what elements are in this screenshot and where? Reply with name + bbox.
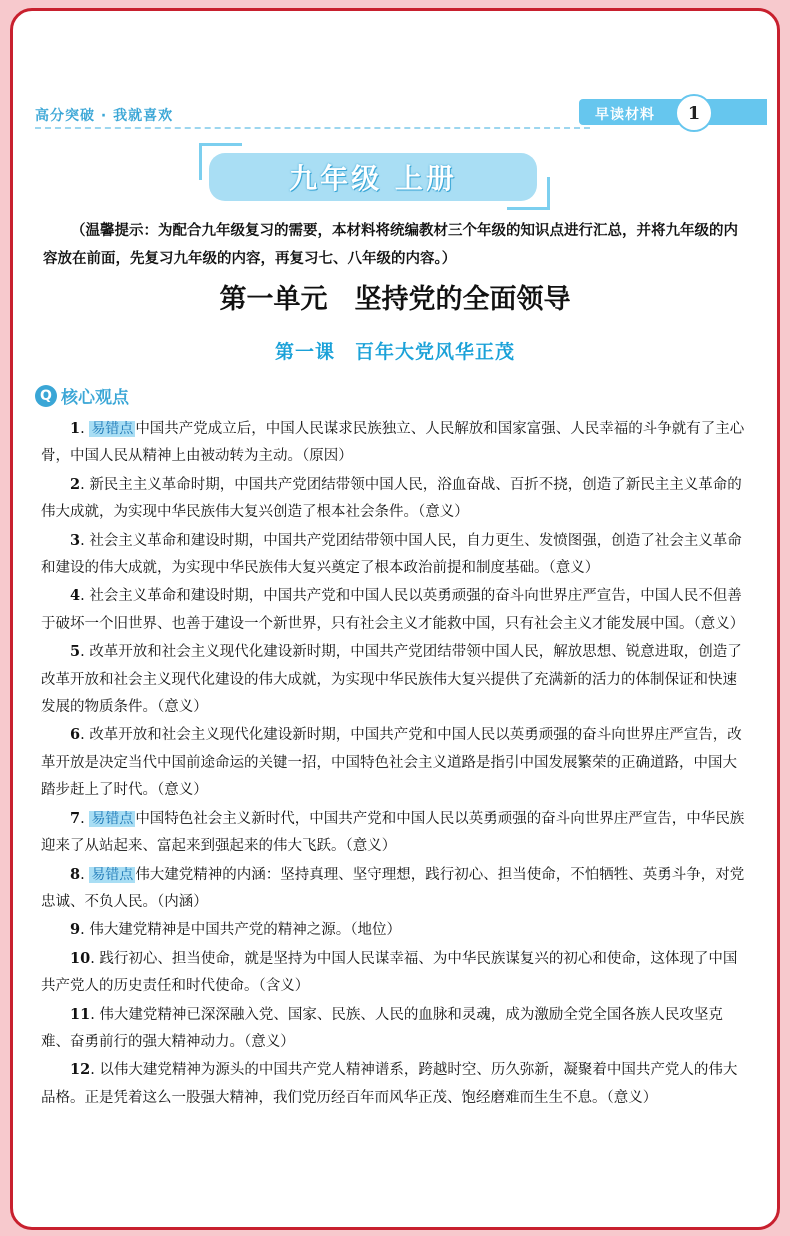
header-divider	[35, 127, 590, 129]
key-point-text: 社会主义革命和建设时期，中国共产党团结带领中国人民，自力更生、发愤图强，创造了社会主义革命和建设的伟大成就，为实现中华民族伟大复兴奠定了根本政治前提和制度基础。（意义）	[41, 532, 742, 577]
grade-title: 九年级 上册	[289, 162, 457, 195]
error-prone-tag: 易错点	[91, 866, 134, 883]
key-point-item: 11. 伟大建党精神已深深融入党、国家、民族、人民的血脉和灵魂，成为激励全党全国各族人民攻坚克难、奋勇前行的强大精神动力。（意义）	[41, 1005, 723, 1050]
key-point-text: 新民主主义革命时期，中国共产党团结带领中国人民，浴血奋战、百折不挠，创造了新民主主义革命的伟大成就，为实现中华民族伟大复兴创造了根本社会条件。（意义）	[41, 476, 742, 521]
key-point-number: 5	[70, 643, 81, 661]
error-prone-tag: 易错点	[91, 421, 134, 437]
page-number: 1	[675, 94, 713, 132]
key-point-item: 12. 以伟大建党精神为源头的中国共产党人精神谱系，跨越时空、历久弥新，凝聚着中国共产党人的伟大品格。正是凭着这么一股强大精神，我们党历经百年而风华正茂、饱经磨难而生生不息。（意义）	[41, 1061, 738, 1106]
key-point-text: 践行初心、担当使命，就是坚持为中国人民谋幸福、为中华民族谋复兴的初心和使命，这体现了中国共产党人的历史责任和时代使命。（含义）	[41, 950, 738, 995]
grade-banner	[209, 153, 537, 201]
key-point-number: 2	[70, 475, 81, 493]
reminder-note: （温馨提示：为配合九年级复习的需要，本材料将统编教材三个年级的知识点进行汇总，并将九年级的内容放在前面，先复习九年级的内容，再复习七、八年级的内容。）	[43, 223, 738, 267]
header-series-title: 高分突破 · 我就喜欢	[35, 108, 174, 124]
key-point-item: 8. 易错点 伟大建党精神的内涵：坚持真理、坚守理想，践行初心、担当使命，不怕牺牲、英勇斗争，对党忠诚、不负人民。（内涵）	[41, 865, 745, 910]
key-point-text: 改革开放和社会主义现代化建设新时期，中国共产党和中国人民以英勇顽强的奋斗向世界庄严宣告，改革开放是决定当代中国前途命运的关键一招，中国特色社会主义道路是指引中国发展繁荣的正确道路，中国大踏步赶上了时代。（意义）	[41, 727, 742, 799]
key-point-number: 8	[70, 865, 81, 883]
key-point-number: 12	[70, 1061, 91, 1079]
error-prone-tag: 易错点	[91, 810, 134, 827]
key-point-item: 10. 践行初心、担当使命，就是坚持为中国人民谋幸福、为中华民族谋复兴的初心和使命，这体现了中国共产党人的历史责任和时代使命。（含义）	[41, 949, 738, 995]
key-point-text: 伟大建党精神是中国共产党的精神之源。（地位）	[89, 922, 402, 939]
key-point-item: 1. 易错点 中国共产党成立后，中国人民谋求民族独立、人民解放和国家富强、人民幸福的斗争就有了主心骨，中国人民从精神上由被动转为主动。（原因）	[41, 420, 745, 465]
key-point-text: 伟大建党精神的内涵：坚持真理、坚守理想，践行初心、担当使命，不怕牺牲、英勇斗争，对党忠诚、不负人民。（内涵）	[41, 866, 745, 910]
key-point-item: 4. 社会主义革命和建设时期，中国共产党和中国人民以英勇顽强的奋斗向世界庄严宣告，中国人民不但善于破坏一个旧世界、也善于建设一个新世界，只有社会主义才能救中国，只有社会主义才能发展中国。（意义）	[41, 587, 745, 632]
key-point-text: 社会主义革命和建设时期，中国共产党和中国人民以英勇顽强的奋斗向世界庄严宣告，中国人民不但善于破坏一个旧世界、也善于建设一个新世界，只有社会主义才能救中国，只有社会主义才能发展中国。（意义）	[41, 588, 745, 632]
key-point-number: 1	[70, 420, 81, 437]
key-point-number: 11	[70, 1005, 91, 1023]
key-points-list	[41, 415, 749, 1112]
search-icon: Q	[35, 385, 57, 407]
lesson-title: 第一课 百年大党风华正茂	[274, 341, 515, 363]
header-tab-label: 早读材料	[595, 107, 655, 123]
key-point-text: 中国特色社会主义新时代，中国共产党和中国人民以英勇顽强的奋斗向世界庄严宣告，中华民族迎来了从站起来、富起来到强起来的伟大飞跃。（意义）	[41, 810, 745, 855]
key-point-number: 6	[70, 726, 81, 744]
key-point-item: 7. 易错点 中国特色社会主义新时代，中国共产党和中国人民以英勇顽强的奋斗向世界庄严宣告，中华民族迎来了从站起来、富起来到强起来的伟大飞跃。（意义）	[41, 809, 745, 855]
key-point-text: 伟大建党精神已深深融入党、国家、民族、人民的血脉和灵魂，成为激励全党全国各族人民攻坚克难、奋勇前行的强大精神动力。（意义）	[41, 1006, 723, 1050]
key-point-text: 改革开放和社会主义现代化建设新时期，中国共产党团结带领中国人民，解放思想、锐意进取，创造了改革开放和社会主义现代化建设的伟大成就，为实现中华民族伟大复兴提供了充满新的活力的体制保证和快速发展的物质条件。（意义）	[41, 644, 742, 716]
key-point-item: 6. 改革开放和社会主义现代化建设新时期，中国共产党和中国人民以英勇顽强的奋斗向世界庄严宣告，改革开放是决定当代中国前途命运的关键一招，中国特色社会主义道路是指引中国发展繁荣的正确道路，中国大踏步赶上了时代。（意义）	[41, 726, 742, 799]
key-point-text: 中国共产党成立后，中国人民谋求民族独立、人民解放和国家富强、人民幸福的斗争就有了主心骨，中国人民从精神上由被动转为主动。（原因）	[41, 421, 745, 465]
key-point-number: 7	[70, 809, 81, 827]
key-point-number: 10	[70, 949, 91, 967]
key-point-number: 9	[70, 921, 81, 939]
unit-title: 第一单元 坚持党的全面领导	[219, 284, 571, 315]
key-point-number: 3	[70, 531, 81, 549]
key-point-item: 3. 社会主义革命和建设时期，中国共产党团结带领中国人民，自力更生、发愤图强，创造了社会主义革命和建设的伟大成就，为实现中华民族伟大复兴奠定了根本政治前提和制度基础。（意义）	[41, 531, 742, 577]
key-point-item: 9. 伟大建党精神是中国共产党的精神之源。（地位）	[70, 921, 402, 939]
page-frame	[10, 8, 780, 1230]
key-point-item: 2. 新民主主义革命时期，中国共产党团结带领中国人民，浴血奋战、百折不挠，创造了新民主主义革命的伟大成就，为实现中华民族伟大复兴创造了根本社会条件。（意义）	[41, 475, 742, 521]
key-point-number: 4	[70, 587, 81, 605]
section-label: 核心观点	[61, 388, 129, 408]
section-heading	[35, 383, 129, 408]
key-point-text: 以伟大建党精神为源头的中国共产党人精神谱系，跨越时空、历久弥新，凝聚着中国共产党人的伟大品格。正是凭着这么一股强大精神，我们党历经百年而风华正茂、饱经磨难而生生不息。（意义）	[41, 1062, 738, 1106]
key-point-item: 5. 改革开放和社会主义现代化建设新时期，中国共产党团结带领中国人民，解放思想、锐意进取，创造了改革开放和社会主义现代化建设的伟大成就，为实现中华民族伟大复兴提供了充满新的活力的体制保证和快速发展的物质条件。（意义）	[41, 643, 742, 716]
